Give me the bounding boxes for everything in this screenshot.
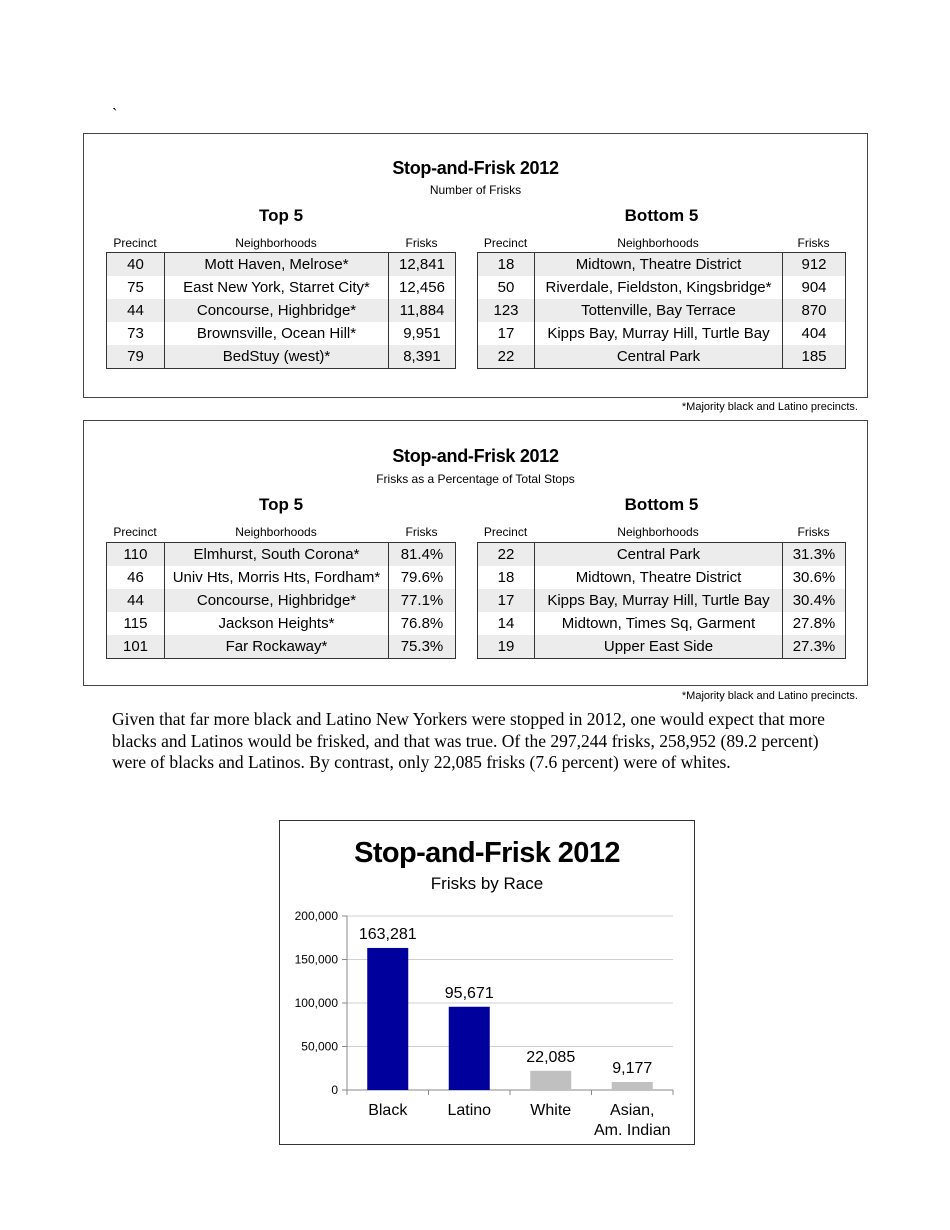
precinct-cell: 101 <box>107 635 165 659</box>
bottom5-label: Bottom 5 <box>624 206 699 225</box>
frisks-cell: 904 <box>783 276 846 299</box>
data-label: 163,281 <box>358 925 417 943</box>
precinct-cell: 115 <box>107 612 165 635</box>
precinct-cell: 79 <box>107 345 165 369</box>
top5-label: Top 5 <box>258 495 304 514</box>
precinct-cell: 123 <box>478 299 535 322</box>
frisks-cell: 31.3% <box>783 543 846 567</box>
bottom5-label: Bottom 5 <box>624 495 699 514</box>
neighborhood-cell: Elmhurst, South Corona* <box>165 543 389 567</box>
frisks-cell: 27.3% <box>783 635 846 659</box>
footnote: *Majority black and Latino precincts. <box>681 401 858 413</box>
frisks-cell: 30.6% <box>783 566 846 589</box>
header-neighborhoods: Neighborhoods <box>617 525 699 539</box>
neighborhood-cell: East New York, Starret City* <box>165 276 389 299</box>
bar-chart-svg <box>280 821 694 1144</box>
precinct-cell: 75 <box>107 276 165 299</box>
frisks-cell: 185 <box>783 345 846 369</box>
precinct-cell: 18 <box>478 253 535 277</box>
precinct-cell: 22 <box>478 543 535 567</box>
panel-title: Stop-and-Frisk 2012 <box>392 446 559 466</box>
header-frisks: Frisks <box>797 236 830 250</box>
x-tick-label: Latino <box>447 1102 492 1119</box>
precinct-cell: 73 <box>107 322 165 345</box>
precinct-cell: 14 <box>478 612 535 635</box>
panel-title: Stop-and-Frisk 2012 <box>392 158 559 178</box>
data-label: 95,671 <box>444 984 494 1002</box>
table-row <box>478 276 846 299</box>
neighborhood-cell: Midtown, Theatre District <box>535 253 783 277</box>
y-tick-label: 50,000 <box>301 1039 338 1054</box>
precinct-cell: 50 <box>478 276 535 299</box>
frisks-cell: 30.4% <box>783 589 846 612</box>
frisks-cell: 75.3% <box>389 635 456 659</box>
neighborhood-cell: Upper East Side <box>535 635 783 659</box>
frisks-by-race-chart <box>279 820 695 1145</box>
frisks-cell: 12,456 <box>389 276 456 299</box>
frisks-cell: 9,951 <box>389 322 456 345</box>
neighborhood-cell: Midtown, Times Sq, Garment <box>535 612 783 635</box>
data-label: 9,177 <box>612 1060 653 1078</box>
frisks-cell: 870 <box>783 299 846 322</box>
bar <box>367 948 408 1090</box>
neighborhood-cell: Central Park <box>535 543 783 567</box>
panel-subtitle: Number of Frisks <box>429 183 522 197</box>
table-row <box>478 566 846 589</box>
precinct-cell: 46 <box>107 566 165 589</box>
table-row <box>107 612 456 635</box>
neighborhood-cell: Kipps Bay, Murray Hill, Turtle Bay <box>535 589 783 612</box>
table-row <box>107 635 456 659</box>
frisks-cell: 27.8% <box>783 612 846 635</box>
header-precinct: Precinct <box>113 525 157 539</box>
header-precinct: Precinct <box>113 236 157 250</box>
top5-table <box>106 252 456 369</box>
header-frisks: Frisks <box>405 236 438 250</box>
bar <box>530 1071 571 1090</box>
precinct-cell: 22 <box>478 345 535 369</box>
precinct-cell: 17 <box>478 589 535 612</box>
neighborhood-cell: Tottenville, Bay Terrace <box>535 299 783 322</box>
y-tick-label: 200,000 <box>294 909 338 923</box>
frisks-cell: 8,391 <box>389 345 456 369</box>
neighborhood-cell: Kipps Bay, Murray Hill, Turtle Bay <box>535 322 783 345</box>
table-row <box>107 253 456 277</box>
bottom5-table <box>477 542 846 659</box>
table-row <box>478 589 846 612</box>
top5-label: Top 5 <box>258 206 304 225</box>
precinct-cell: 44 <box>107 299 165 322</box>
body-paragraph: Given that far more black and Latino New Yorkers were stopped in 2012, one would expect that more blacks and Latinos would be frisked, and that was true. Of the 297,244 frisks, 258,952 (89.2 percent) were of blacks and Latinos. By contrast, only 22,085 frisks (7.6 percent) were of whites. <box>112 709 825 772</box>
neighborhood-cell: Univ Hts, Morris Hts, Fordham* <box>165 566 389 589</box>
precinct-cell: 18 <box>478 566 535 589</box>
header-frisks: Frisks <box>405 525 438 539</box>
bar <box>612 1082 653 1090</box>
x-tick-label: Am. Indian <box>594 1122 671 1139</box>
neighborhood-cell: Mott Haven, Melrose* <box>165 253 389 277</box>
frisks-cell: 12,841 <box>389 253 456 277</box>
frisks-cell: 404 <box>783 322 846 345</box>
header-neighborhoods: Neighborhoods <box>235 236 317 250</box>
header-frisks: Frisks <box>797 525 830 539</box>
panel-subtitle: Frisks as a Percentage of Total Stops <box>376 472 575 486</box>
data-label: 22,085 <box>526 1048 576 1066</box>
frisks-cell: 912 <box>783 253 846 277</box>
neighborhood-cell: Midtown, Theatre District <box>535 566 783 589</box>
frisks-cell: 76.8% <box>389 612 456 635</box>
table-row <box>107 543 456 567</box>
table-row <box>478 345 846 369</box>
neighborhood-cell: Jackson Heights* <box>165 612 389 635</box>
x-tick-label: White <box>530 1102 572 1119</box>
table-row <box>478 543 846 567</box>
table-row <box>107 345 456 369</box>
precinct-cell: 44 <box>107 589 165 612</box>
table-row <box>107 322 456 345</box>
frisks-cell: 79.6% <box>389 566 456 589</box>
footnote: *Majority black and Latino precincts. <box>681 690 858 702</box>
table-row <box>478 612 846 635</box>
neighborhood-cell: Far Rockaway* <box>165 635 389 659</box>
x-tick-label: Asian, <box>610 1102 655 1119</box>
frisks-cell: 11,884 <box>389 299 456 322</box>
neighborhood-cell: Brownsville, Ocean Hill* <box>165 322 389 345</box>
table-row <box>107 589 456 612</box>
header-neighborhoods: Neighborhoods <box>235 525 317 539</box>
frisks-cell: 81.4% <box>389 543 456 567</box>
bottom5-table <box>477 252 846 369</box>
table-row <box>478 299 846 322</box>
header-neighborhoods: Neighborhoods <box>617 236 699 250</box>
precinct-cell: 40 <box>107 253 165 277</box>
header-precinct: Precinct <box>483 236 528 250</box>
header-precinct: Precinct <box>483 525 528 539</box>
chart-title: Stop-and-Frisk 2012 <box>354 837 620 869</box>
neighborhood-cell: Riverdale, Fieldston, Kingsbridge* <box>535 276 783 299</box>
table-row <box>107 276 456 299</box>
x-tick-label: Black <box>368 1102 408 1119</box>
frisks-percentage-panel <box>83 420 868 686</box>
table-row <box>107 299 456 322</box>
stray-mark: ` <box>112 106 118 123</box>
frisks-cell: 77.1% <box>389 589 456 612</box>
neighborhood-cell: Central Park <box>535 345 783 369</box>
frisks-count-panel <box>83 133 868 398</box>
neighborhood-cell: Concourse, Highbridge* <box>165 589 389 612</box>
table-row <box>478 322 846 345</box>
y-tick-label: 100,000 <box>294 996 338 1010</box>
table-row <box>107 566 456 589</box>
neighborhood-cell: Concourse, Highbridge* <box>165 299 389 322</box>
table-row <box>478 253 846 277</box>
top5-table <box>106 542 456 659</box>
y-tick-label: 0 <box>331 1083 338 1097</box>
precinct-cell: 19 <box>478 635 535 659</box>
table-row <box>478 635 846 659</box>
neighborhood-cell: BedStuy (west)* <box>165 345 389 369</box>
bar <box>449 1007 490 1090</box>
y-tick-label: 150,000 <box>294 952 338 967</box>
precinct-cell: 17 <box>478 322 535 345</box>
chart-subtitle: Frisks by Race <box>430 874 544 893</box>
precinct-cell: 110 <box>107 543 165 567</box>
